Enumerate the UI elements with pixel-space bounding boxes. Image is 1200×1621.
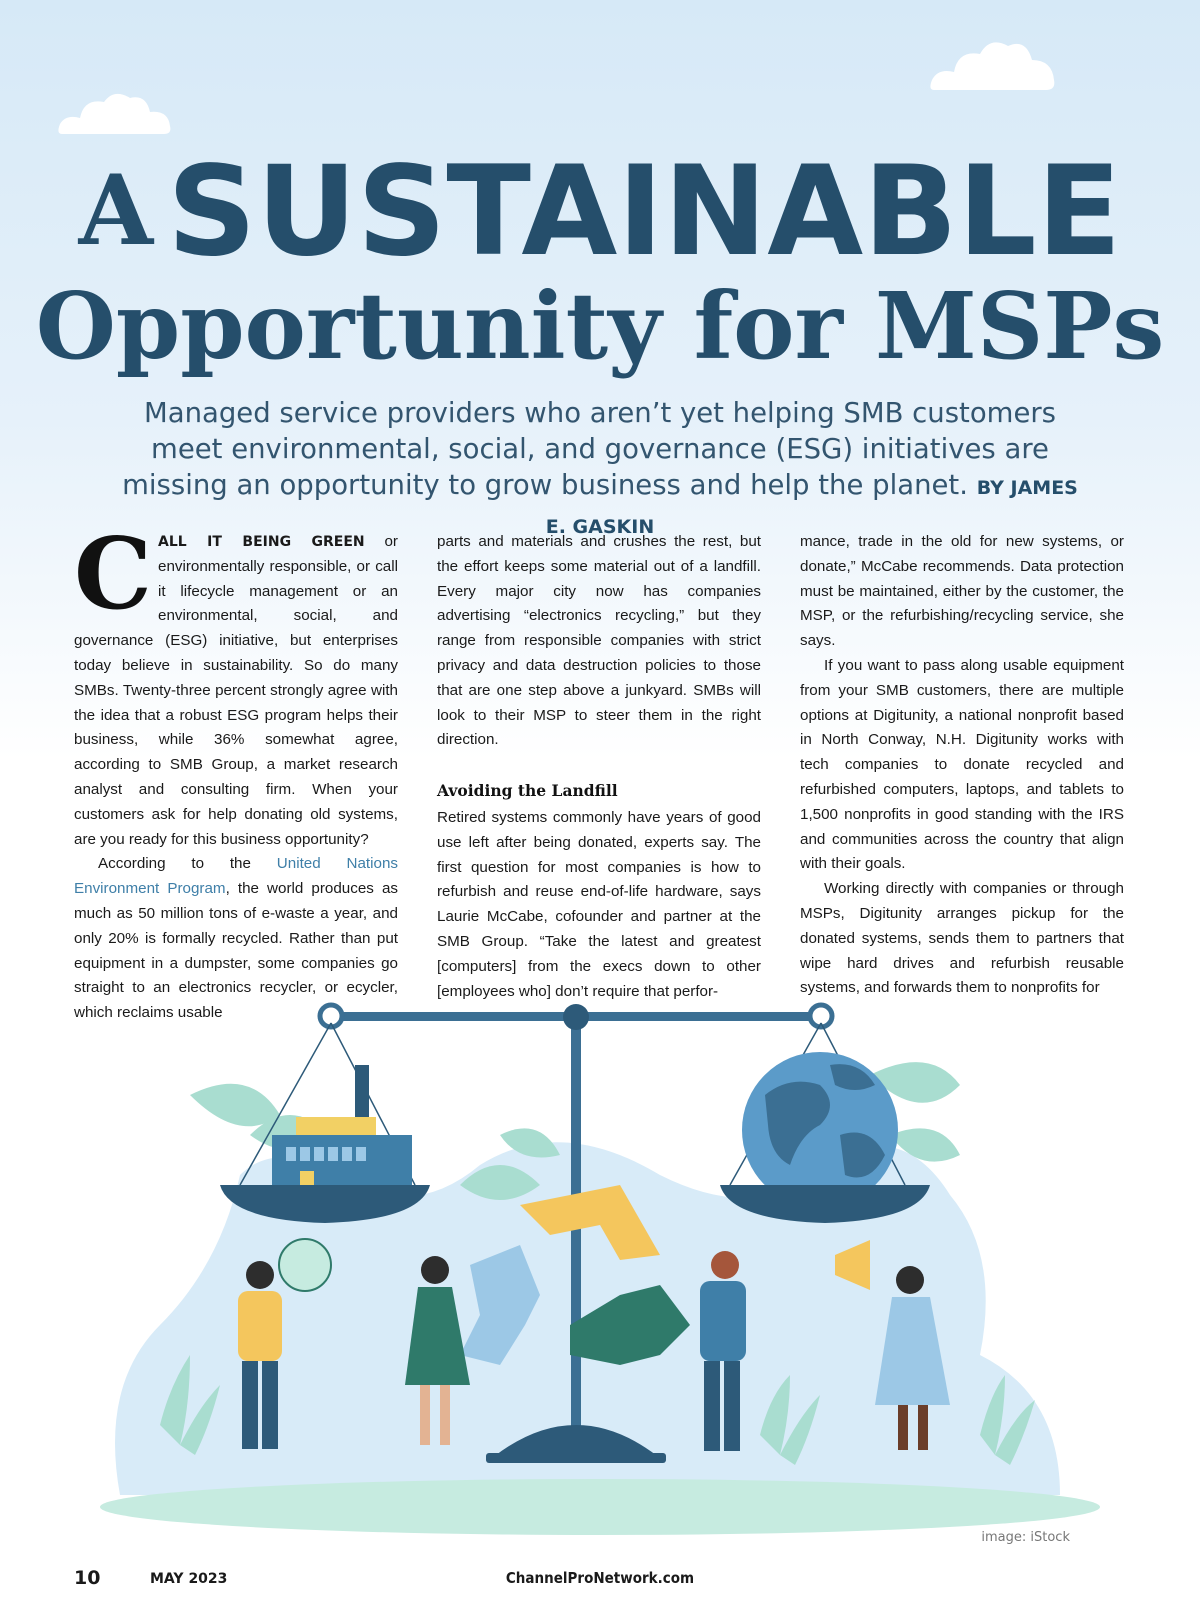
article-column-3 — [800, 530, 1124, 1010]
page-number: 10 — [74, 1567, 101, 1589]
image-credit: image: iStock — [981, 1530, 1070, 1545]
article-paragraph-7: Working directly with companies or through MSPs, Digitunity arranges pickup for the donated systems, sends them to partners that wipe hard drives and refurbish reusable systems, and forwards them to nonprofits for — [800, 880, 1124, 997]
lead-in: ALL IT BEING GREEN — [158, 534, 365, 550]
article-paragraph-2 — [74, 852, 398, 1026]
unep-link[interactable]: United Nations Environment Program — [74, 855, 398, 898]
cloud-left — [56, 88, 176, 138]
title-word-a: A — [78, 154, 154, 267]
title-word-sustainable: SUSTAINABLE — [167, 140, 1122, 284]
paragraph-2-text-b: , the world produces as much as 50 million tons of e-waste a year, and only 20% is formally recycled. Rather than put equipment in a dumpster, some companies go straight to an electronics recycler, or ecycler, which reclaims usable — [74, 880, 398, 1022]
issue-date: MAY 2023 — [150, 1571, 228, 1587]
site-url[interactable]: ChannelProNetwork.com — [505, 1569, 695, 1587]
article-paragraph-4: Retired systems commonly have years of good use left after being donated, experts say. The first question for most companies is how to refurbish and reuse end-of-life hardware, says Laurie McCabe, cofounder and partner at the SMB Group. “Take the latest and greatest [computers] from the execs down to other [employees who] don’t require that perfor- — [437, 808, 761, 1000]
subhead-avoiding-landfill: Avoiding the Landfill — [437, 781, 618, 801]
deck — [120, 395, 1080, 545]
dropcap: C — [74, 517, 152, 632]
page-footer — [0, 1567, 1200, 1597]
sustainability-scale-illustration — [100, 1025, 1100, 1545]
article-column-2 — [437, 530, 761, 1010]
article-paragraph-6: If you want to pass along usable equipment from your SMB customers, there are multiple options at Digitunity, a national nonprofit based in North Conway, N.H. Digitunity works with tech companies to donate recycled and refurbished computers, laptops, and tablets to 1,500 nonprofits in good standing with the IRS and communities across the country that align with their goals. — [800, 656, 1124, 873]
byline: BY JAMES E. GASKIN — [545, 477, 1078, 538]
paragraph-2-text-a: According to the — [98, 855, 277, 873]
article-column-1 — [74, 517, 398, 1022]
title-line1 — [0, 140, 1200, 284]
deck-text: Managed service providers who aren’t yet helping SMB customers meet environmental, social, and governance (ESG) initiatives are missing an opportunity to grow business and help the planet. — [122, 397, 1057, 501]
article-paragraph-1 — [74, 517, 398, 852]
article-paragraph-3: parts and materials and crushes the rest, but the effort keeps some material out of a landfill. Every major city now has companies advertising “electronics recycling,” but they range from responsible companies with strict privacy and data destruction policies to those that are one step above a junkyard. SMBs will look to their MSP to steer them in the right direction. — [437, 533, 761, 749]
cloud-right — [928, 34, 1058, 94]
paragraph-1-text: or environmentally responsible, or call it lifecycle management or an environmental, social, and governance (ESG) initiative, but enterprises today believe in sustainability. So do many SMBs. Twenty-three percent strongly agree with the idea that a robust ESG program helps their business, while 36% somewhat agree, according to SMB Group, a market research analyst and consulting firm. When your customers ask for help donating old systems, are you ready for this business opportunity? — [74, 533, 398, 848]
title-line2: Opportunity for MSPs — [35, 272, 1165, 380]
article-paragraph-5: mance, trade in the old for new systems, or donate,” McCabe recommends. Data protection must be maintained, either by the customer, the MSP, or the refurbishing/recycling service, she says. — [800, 533, 1124, 650]
